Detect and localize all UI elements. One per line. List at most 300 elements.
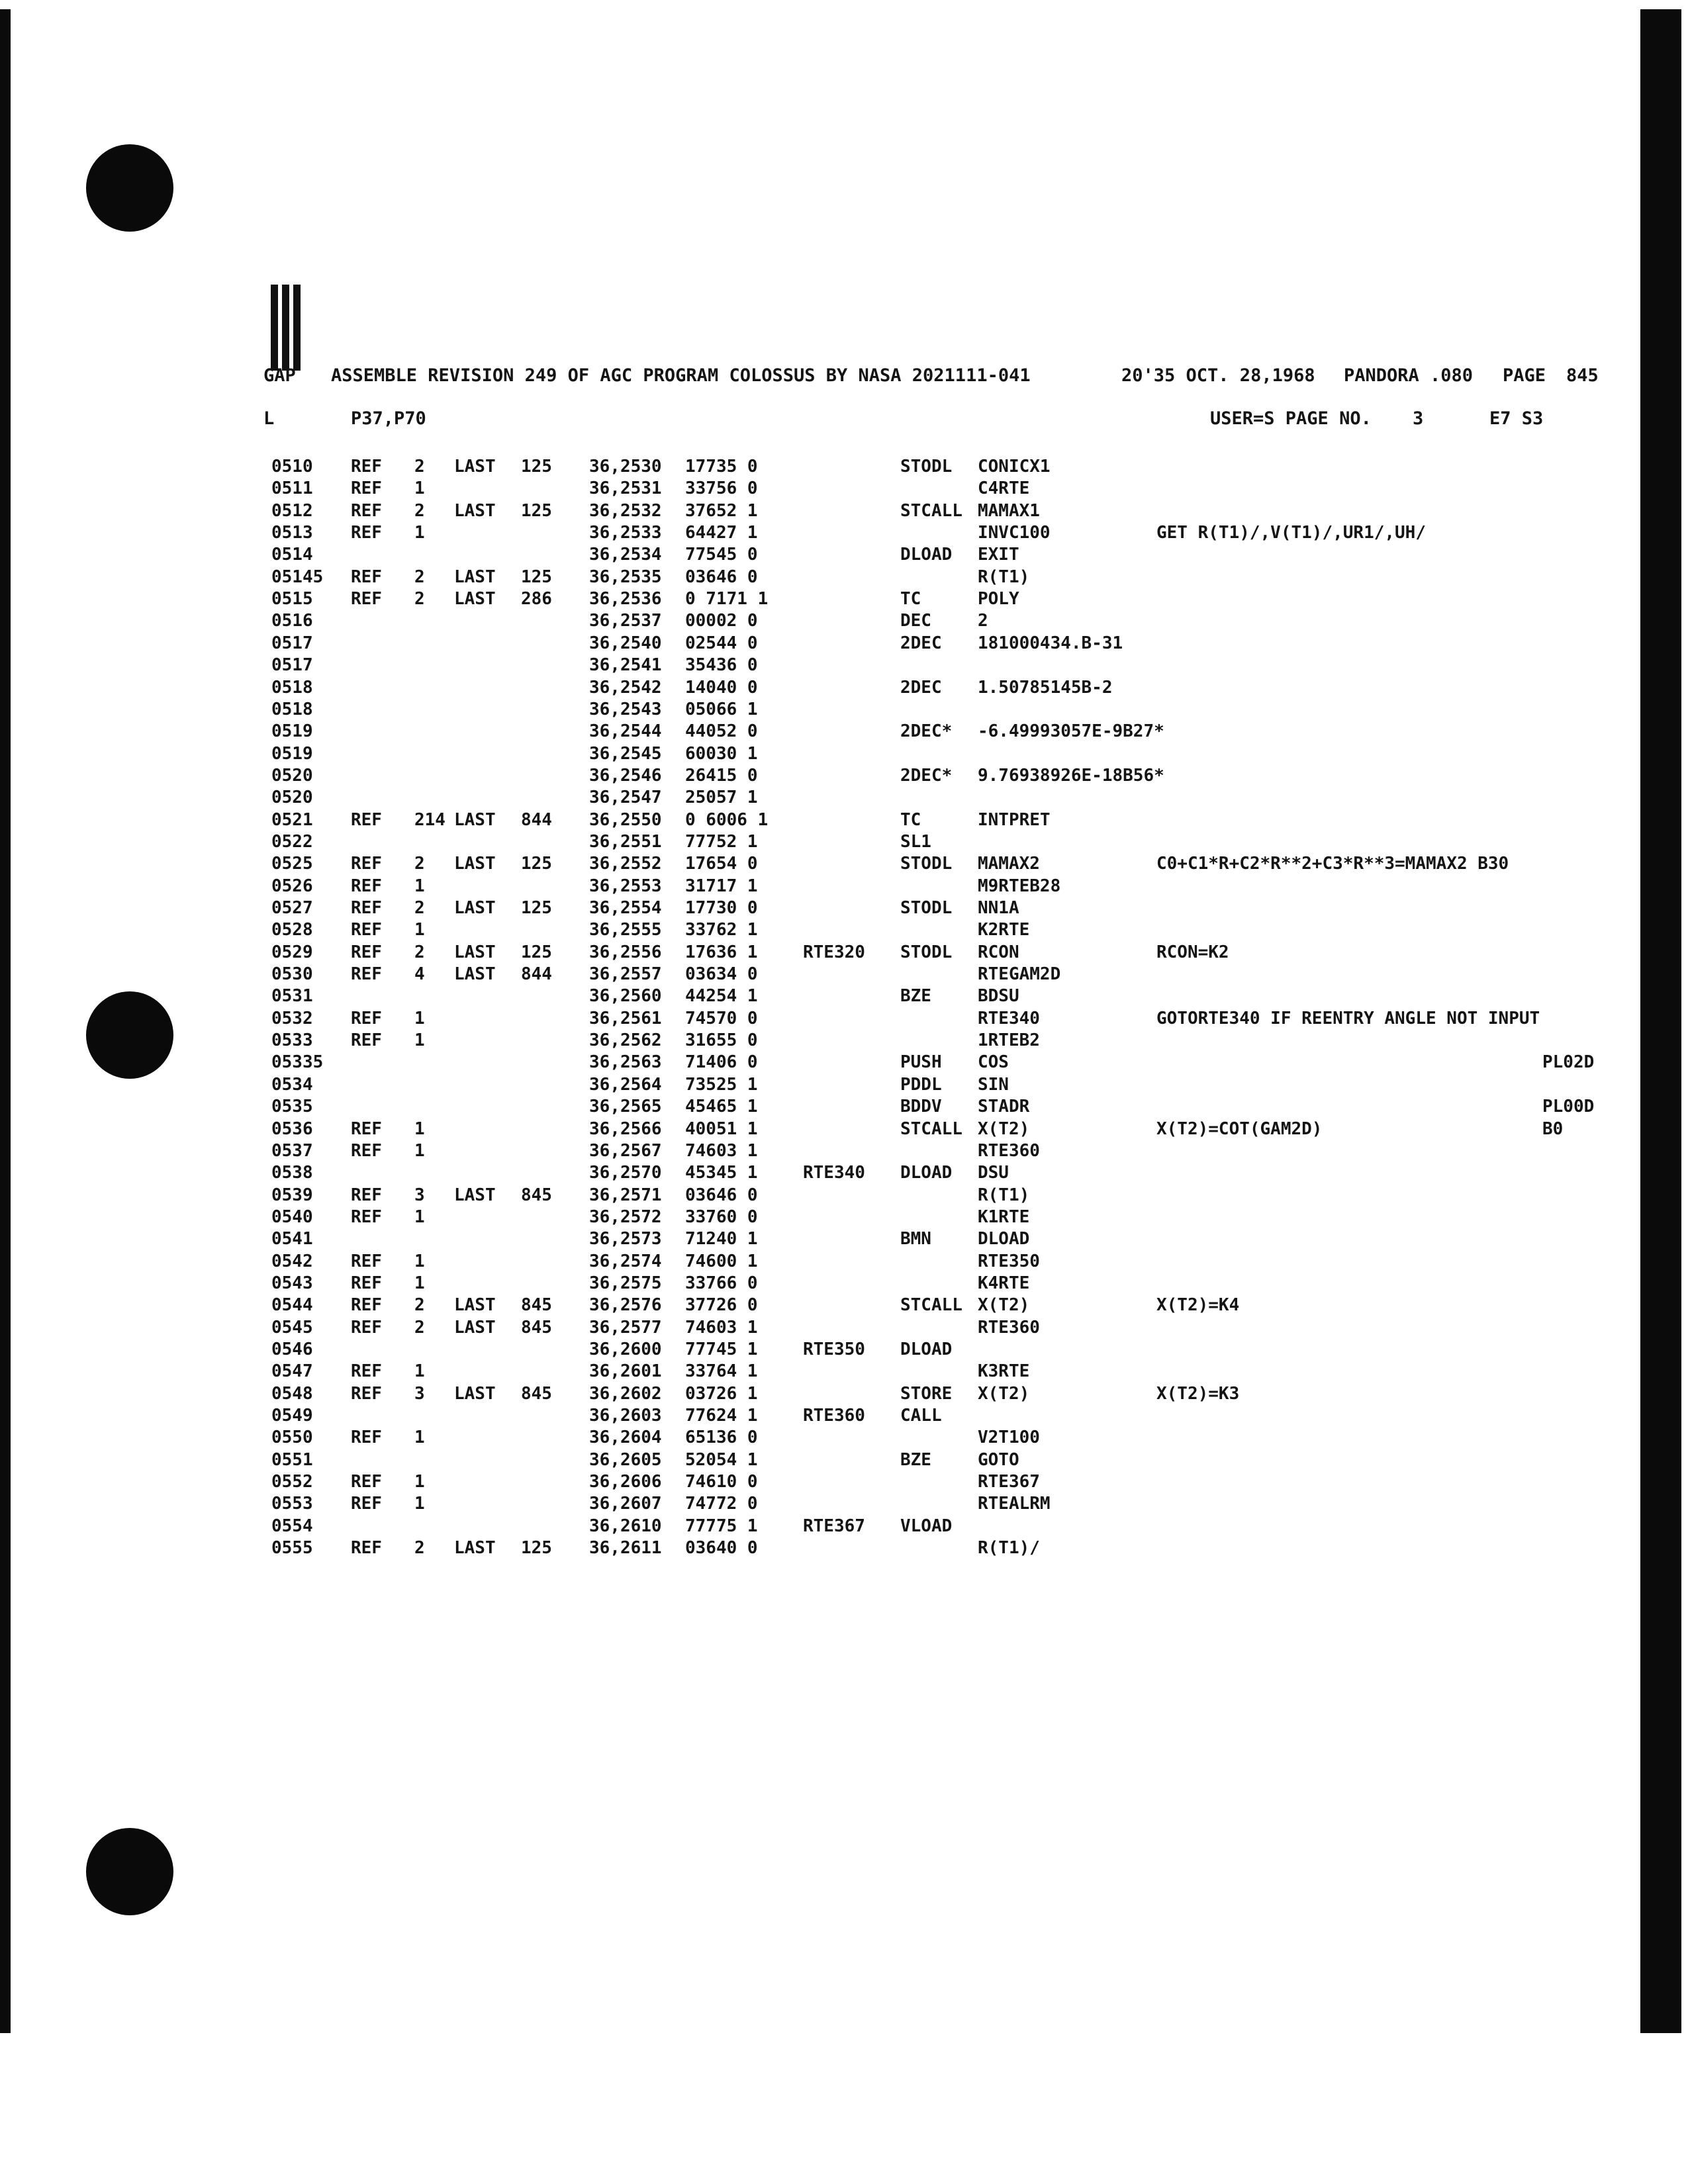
opcode: DEC [900, 611, 931, 631]
line-number: 0518 [271, 678, 313, 698]
line-number: 0541 [271, 1229, 313, 1249]
octal-code: 77624 1 [685, 1406, 758, 1426]
subheader-right-code: E7 S3 [1489, 408, 1544, 429]
operand: R(T1)/ [978, 1538, 1040, 1558]
octal-code: 03646 0 [685, 1185, 758, 1205]
ref-flag: REF [351, 457, 382, 477]
ref-flag: REF [351, 964, 382, 984]
last-flag: LAST [454, 567, 496, 587]
line-number: 05145 [271, 567, 324, 587]
ref-flag: REF [351, 1030, 382, 1050]
octal-code: 14040 0 [685, 678, 758, 698]
ref-count: 1 [414, 920, 425, 940]
listing-line [0, 788, 1640, 809]
last-flag: LAST [454, 942, 496, 962]
octal-code: 05066 1 [685, 700, 758, 719]
listing-line [0, 1097, 1640, 1118]
opcode: 2DEC [900, 633, 942, 653]
ref-count: 1 [414, 876, 425, 896]
listing-line [0, 678, 1640, 700]
comment: X(T2)=COT(GAM2D) [1156, 1119, 1323, 1139]
ref-flag: REF [351, 501, 382, 521]
opcode: TC [900, 810, 921, 830]
line-number: 0520 [271, 766, 313, 786]
address: 36,2541 [589, 655, 662, 675]
operand: RCON [978, 942, 1019, 962]
address: 36,2550 [589, 810, 662, 830]
ref-count: 2 [414, 854, 425, 874]
line-number: 0526 [271, 876, 313, 896]
listing-line [0, 457, 1640, 478]
operand: K4RTE [978, 1273, 1030, 1293]
operand: INVC100 [978, 523, 1051, 543]
operand: SIN [978, 1075, 1009, 1095]
octal-code: 33756 0 [685, 478, 758, 498]
octal-code: 17735 0 [685, 457, 758, 477]
last-flag: LAST [454, 1538, 496, 1558]
ref-count: 2 [414, 942, 425, 962]
opcode: STCALL [900, 1119, 962, 1139]
binder-hole-bottom [86, 1828, 173, 1915]
line-number: 0510 [271, 457, 313, 477]
ref-count: 1 [414, 1472, 425, 1492]
listing-line [0, 810, 1640, 832]
ref-count: 1 [414, 1251, 425, 1271]
line-number: 0544 [271, 1295, 313, 1315]
line-number: 0549 [271, 1406, 313, 1426]
address: 36,2560 [589, 986, 662, 1006]
operand: 9.76938926E-18B56* [978, 766, 1164, 786]
line-number: 0539 [271, 1185, 313, 1205]
address: 36,2530 [589, 457, 662, 477]
operand: R(T1) [978, 1185, 1030, 1205]
operand: MAMAX1 [978, 501, 1040, 521]
statement-label: RTE340 [803, 1163, 865, 1183]
listing-line [0, 1472, 1640, 1494]
last-flag: LAST [454, 1318, 496, 1338]
opcode: CALL [900, 1406, 942, 1426]
line-number: 0511 [271, 478, 313, 498]
opcode: 2DEC* [900, 766, 953, 786]
line-number: 0520 [271, 788, 313, 807]
operand: R(T1) [978, 567, 1030, 587]
line-number: 0515 [271, 589, 313, 609]
ref-count: 2 [414, 501, 425, 521]
line-number: 05335 [271, 1052, 324, 1072]
subheader-program: P37,P70 [351, 408, 426, 429]
opcode: STORE [900, 1384, 953, 1404]
octal-code: 31655 0 [685, 1030, 758, 1050]
operand: 2 [978, 611, 988, 631]
octal-code: 33766 0 [685, 1273, 758, 1293]
line-number: 0513 [271, 523, 313, 543]
ref-flag: REF [351, 1538, 382, 1558]
line-number: 0550 [271, 1428, 313, 1447]
line-number: 0530 [271, 964, 313, 984]
last-flag: LAST [454, 1384, 496, 1404]
comment: X(T2)=K4 [1156, 1295, 1240, 1315]
octal-code: 33762 1 [685, 920, 758, 940]
address: 36,2551 [589, 832, 662, 852]
octal-code: 52054 1 [685, 1450, 758, 1470]
address: 36,2556 [589, 942, 662, 962]
listing-line [0, 1052, 1640, 1074]
comment: RCON=K2 [1156, 942, 1229, 962]
listing-line [0, 1251, 1640, 1273]
listing-line [0, 766, 1640, 788]
ref-count: 1 [414, 1428, 425, 1447]
ref-flag: REF [351, 1251, 382, 1271]
listing-line [0, 942, 1640, 964]
line-number: 0536 [271, 1119, 313, 1139]
listing-line [0, 1030, 1640, 1052]
opcode: STODL [900, 854, 953, 874]
ref-count: 1 [414, 523, 425, 543]
ref-flag: REF [351, 898, 382, 918]
line-number: 0529 [271, 942, 313, 962]
octal-code: 00002 0 [685, 611, 758, 631]
header-mark: GAP [263, 365, 296, 386]
operand: POLY [978, 589, 1019, 609]
opcode: DLOAD [900, 545, 953, 565]
octal-code: 17654 0 [685, 854, 758, 874]
listing-line [0, 1141, 1640, 1163]
listing-line [0, 1273, 1640, 1295]
address: 36,2571 [589, 1185, 662, 1205]
ref-flag: REF [351, 1141, 382, 1161]
opcode: VLOAD [900, 1516, 953, 1536]
listing-line [0, 744, 1640, 766]
listing-line [0, 1119, 1640, 1141]
octal-code: 0 7171 1 [685, 589, 769, 609]
opcode: STODL [900, 457, 953, 477]
ref-flag: REF [351, 854, 382, 874]
operand: MAMAX2 [978, 854, 1040, 874]
line-number: 0516 [271, 611, 313, 631]
address: 36,2570 [589, 1163, 662, 1183]
octal-code: 37652 1 [685, 501, 758, 521]
ref-flag: REF [351, 1207, 382, 1227]
line-number: 0514 [271, 545, 313, 565]
operand: DSU [978, 1163, 1009, 1183]
octal-code: 74610 0 [685, 1472, 758, 1492]
subheader-user-page-label: USER=S PAGE NO. [1210, 408, 1372, 429]
last-page: 125 [521, 567, 552, 587]
operand: EXIT [978, 545, 1019, 565]
octal-code: 26415 0 [685, 766, 758, 786]
header-timestamp: 20'35 OCT. 28,1968 [1121, 365, 1315, 386]
line-number: 0551 [271, 1450, 313, 1470]
line-number: 0540 [271, 1207, 313, 1227]
address: 36,2547 [589, 788, 662, 807]
operand: INTPRET [978, 810, 1051, 830]
operand: X(T2) [978, 1384, 1030, 1404]
last-page: 845 [521, 1295, 552, 1315]
address: 36,2610 [589, 1516, 662, 1536]
address: 36,2557 [589, 964, 662, 984]
last-page: 125 [521, 1538, 552, 1558]
listing-line [0, 523, 1640, 545]
octal-code: 44052 0 [685, 721, 758, 741]
address: 36,2540 [589, 633, 662, 653]
listing-line [0, 478, 1640, 500]
opcode: TC [900, 589, 921, 609]
address: 36,2555 [589, 920, 662, 940]
ref-count: 2 [414, 457, 425, 477]
address: 36,2544 [589, 721, 662, 741]
ref-flag: REF [351, 1472, 382, 1492]
ref-count: 3 [414, 1384, 425, 1404]
octal-code: 77752 1 [685, 832, 758, 852]
ref-flag: REF [351, 1384, 382, 1404]
line-number: 0538 [271, 1163, 313, 1183]
octal-code: 17730 0 [685, 898, 758, 918]
address: 36,2563 [589, 1052, 662, 1072]
address: 36,2611 [589, 1538, 662, 1558]
last-flag: LAST [454, 898, 496, 918]
last-flag: LAST [454, 457, 496, 477]
octal-code: 71406 0 [685, 1052, 758, 1072]
listing-line [0, 1163, 1640, 1185]
address: 36,2533 [589, 523, 662, 543]
ref-count: 1 [414, 1030, 425, 1050]
ref-count: 1 [414, 1361, 425, 1381]
operand: K1RTE [978, 1207, 1030, 1227]
binder-hole-top [86, 144, 173, 232]
listing-line [0, 721, 1640, 743]
line-number: 0543 [271, 1273, 313, 1293]
last-page: 845 [521, 1384, 552, 1404]
octal-code: 31717 1 [685, 876, 758, 896]
address: 36,2536 [589, 589, 662, 609]
line-number: 0554 [271, 1516, 313, 1536]
address: 36,2534 [589, 545, 662, 565]
last-flag: LAST [454, 589, 496, 609]
address: 36,2605 [589, 1450, 662, 1470]
address: 36,2575 [589, 1273, 662, 1293]
ref-count: 1 [414, 1009, 425, 1028]
octal-code: 33760 0 [685, 1207, 758, 1227]
listing-line [0, 633, 1640, 655]
last-page: 125 [521, 854, 552, 874]
opcode: STCALL [900, 501, 962, 521]
address: 36,2546 [589, 766, 662, 786]
opcode: BDDV [900, 1097, 942, 1116]
operand: -6.49993057E-9B27* [978, 721, 1164, 741]
address: 36,2554 [589, 898, 662, 918]
comment: C0+C1*R+C2*R**2+C3*R**3=MAMAX2 B30 [1156, 854, 1509, 874]
address: 36,2600 [589, 1340, 662, 1359]
line-number: 0535 [271, 1097, 313, 1116]
octal-code: 77745 1 [685, 1340, 758, 1359]
line-number: 0527 [271, 898, 313, 918]
ref-flag: REF [351, 1009, 382, 1028]
operand: CONICX1 [978, 457, 1051, 477]
listing-line [0, 964, 1640, 986]
ref-flag: REF [351, 1361, 382, 1381]
operand: C4RTE [978, 478, 1030, 498]
ref-count: 2 [414, 1538, 425, 1558]
line-number: 0533 [271, 1030, 313, 1050]
ref-flag: REF [351, 1318, 382, 1338]
address: 36,2601 [589, 1361, 662, 1381]
opcode: STCALL [900, 1295, 962, 1315]
octal-code: 74772 0 [685, 1494, 758, 1514]
header-site: PANDORA .080 [1344, 365, 1474, 386]
operand: DLOAD [978, 1229, 1030, 1249]
address: 36,2567 [589, 1141, 662, 1161]
ref-count: 1 [414, 1141, 425, 1161]
address: 36,2607 [589, 1494, 662, 1514]
last-page: 844 [521, 810, 552, 830]
last-page: 125 [521, 898, 552, 918]
listing-line [0, 589, 1640, 611]
operand: RTE367 [978, 1472, 1040, 1492]
octal-code: 03634 0 [685, 964, 758, 984]
operand: STADR [978, 1097, 1030, 1116]
operand: RTEGAM2D [978, 964, 1061, 984]
address: 36,2604 [589, 1428, 662, 1447]
line-number: 0531 [271, 986, 313, 1006]
octal-code: 77545 0 [685, 545, 758, 565]
listing-line [0, 545, 1640, 567]
address: 36,2553 [589, 876, 662, 896]
address: 36,2542 [589, 678, 662, 698]
listing-line [0, 898, 1640, 920]
octal-code: 03726 1 [685, 1384, 758, 1404]
operand: M9RTEB28 [978, 876, 1061, 896]
ref-count: 1 [414, 1494, 425, 1514]
ref-flag: REF [351, 1185, 382, 1205]
listing-line [0, 611, 1640, 633]
address: 36,2561 [589, 1009, 662, 1028]
ref-flag: REF [351, 589, 382, 609]
octal-code: 45345 1 [685, 1163, 758, 1183]
octal-code: 74603 1 [685, 1318, 758, 1338]
listing-line [0, 920, 1640, 942]
opcode: SL1 [900, 832, 931, 852]
line-number: 0542 [271, 1251, 313, 1271]
header-page-label: PAGE [1503, 365, 1546, 386]
last-flag: LAST [454, 854, 496, 874]
address: 36,2603 [589, 1406, 662, 1426]
last-flag: LAST [454, 1185, 496, 1205]
last-page: 125 [521, 457, 552, 477]
last-flag: LAST [454, 1295, 496, 1315]
ref-flag: REF [351, 1428, 382, 1447]
operand: RTE360 [978, 1141, 1040, 1161]
ref-flag: REF [351, 920, 382, 940]
address: 36,2543 [589, 700, 662, 719]
ref-flag: REF [351, 810, 382, 830]
ref-flag: REF [351, 1119, 382, 1139]
line-number: 0534 [271, 1075, 313, 1095]
ref-flag: REF [351, 1494, 382, 1514]
last-page: 845 [521, 1185, 552, 1205]
octal-code: 64427 1 [685, 523, 758, 543]
address: 36,2573 [589, 1229, 662, 1249]
comment: GOTORTE340 IF REENTRY ANGLE NOT INPUT [1156, 1009, 1540, 1028]
subheader-left-mark: L [263, 408, 275, 429]
ref-count: 1 [414, 478, 425, 498]
ref-count: 2 [414, 589, 425, 609]
statement-label: RTE320 [803, 942, 865, 962]
ref-flag: REF [351, 567, 382, 587]
listing-line [0, 501, 1640, 523]
line-number: 0517 [271, 633, 313, 653]
octal-code: 77775 1 [685, 1516, 758, 1536]
operand: X(T2) [978, 1119, 1030, 1139]
line-number: 0537 [271, 1141, 313, 1161]
opcode: DLOAD [900, 1163, 953, 1183]
ref-count: 1 [414, 1207, 425, 1227]
line-number: 0517 [271, 655, 313, 675]
comment: X(T2)=K3 [1156, 1384, 1240, 1404]
octal-code: 17636 1 [685, 942, 758, 962]
last-flag: LAST [454, 501, 496, 521]
last-flag: LAST [454, 964, 496, 984]
listing-line [0, 1428, 1640, 1449]
address: 36,2552 [589, 854, 662, 874]
octal-code: 74570 0 [685, 1009, 758, 1028]
address: 36,2562 [589, 1030, 662, 1050]
octal-code: 25057 1 [685, 788, 758, 807]
ref-flag: REF [351, 876, 382, 896]
opcode: BZE [900, 986, 931, 1006]
opcode: PDDL [900, 1075, 942, 1095]
operand: X(T2) [978, 1295, 1030, 1315]
header-title: ASSEMBLE REVISION 249 OF AGC PROGRAM COLOSSUS BY NASA 2021111-041 [331, 365, 1031, 386]
listing-line [0, 1318, 1640, 1340]
listing-line [0, 854, 1640, 876]
comment: GET R(T1)/,V(T1)/,UR1/,UH/ [1156, 523, 1426, 543]
ref-count: 4 [414, 964, 425, 984]
line-number: 0519 [271, 721, 313, 741]
opcode: STODL [900, 942, 953, 962]
octal-code: 71240 1 [685, 1229, 758, 1249]
statement-label: RTE367 [803, 1516, 865, 1536]
operand: RTEALRM [978, 1494, 1051, 1514]
line-number: 0552 [271, 1472, 313, 1492]
operand: RTE360 [978, 1318, 1040, 1338]
operand: 1RTEB2 [978, 1030, 1040, 1050]
scan-edge-right [1640, 9, 1681, 2033]
operand: COS [978, 1052, 1009, 1072]
line-number: 0528 [271, 920, 313, 940]
line-number: 0522 [271, 832, 313, 852]
ref-flag: REF [351, 478, 382, 498]
header-page-number: 845 [1566, 365, 1599, 386]
listing-line [0, 1384, 1640, 1406]
listing-line [0, 655, 1640, 677]
listing-line [0, 1538, 1640, 1560]
address: 36,2606 [589, 1472, 662, 1492]
line-number: 0553 [271, 1494, 313, 1514]
address: 36,2574 [589, 1251, 662, 1271]
line-number: 0546 [271, 1340, 313, 1359]
last-page: 125 [521, 942, 552, 962]
listing-line [0, 1075, 1640, 1097]
octal-code: 03640 0 [685, 1538, 758, 1558]
line-number: 0532 [271, 1009, 313, 1028]
ref-count: 1 [414, 1273, 425, 1293]
opcode: DLOAD [900, 1340, 953, 1359]
operand: 1.50785145B-2 [978, 678, 1113, 698]
octal-code: 44254 1 [685, 986, 758, 1006]
listing-line [0, 876, 1640, 898]
listing-line [0, 1009, 1640, 1030]
octal-code: 33764 1 [685, 1361, 758, 1381]
